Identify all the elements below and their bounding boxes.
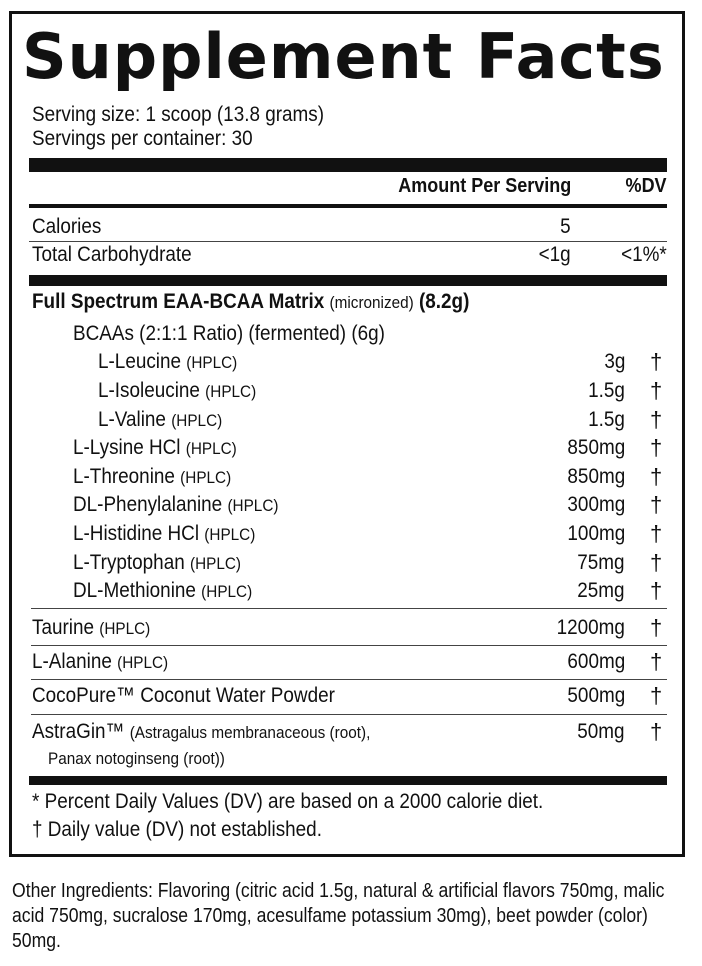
ingredient-method: (HPLC) <box>204 525 256 544</box>
dagger-mark: † <box>650 521 663 546</box>
ingredient-name <box>32 649 168 676</box>
dagger-mark: † <box>650 492 663 517</box>
ingredient-name <box>32 615 150 642</box>
footnote-percent-dv: * Percent Daily Values (DV) are based on a 2000 calorie diet. <box>32 790 544 813</box>
matrix-name: Full Spectrum EAA-BCAA Matrix <box>32 290 325 313</box>
dagger-mark: † <box>650 464 663 489</box>
thick-divider-top <box>29 158 667 172</box>
row-divider <box>31 645 667 646</box>
dagger-mark: † <box>650 578 663 603</box>
ingredient-label: L-Alanine <box>32 650 112 673</box>
matrix-heading <box>32 289 469 316</box>
carbohydrate-dv: <1%* <box>621 243 667 266</box>
dagger-mark: † <box>650 378 663 403</box>
matrix-amount: (8.2g) <box>418 290 470 313</box>
ingredient-name <box>32 719 370 746</box>
ingredient-amount: 600mg <box>567 650 625 673</box>
row-divider <box>31 608 667 609</box>
row-divider <box>31 679 667 680</box>
row-divider <box>31 714 667 715</box>
ingredient-label: L-Lysine HCl <box>73 436 181 459</box>
ingredient-amount: 3g <box>603 350 625 373</box>
ingredient-method: (HPLC) <box>117 653 169 672</box>
ingredient-label: AstraGin™ <box>32 720 125 743</box>
calories-label: Calories <box>32 215 102 238</box>
ingredient-name <box>73 550 241 577</box>
ingredient-name <box>98 349 237 376</box>
ingredient-amount: 1200mg <box>556 616 625 639</box>
dagger-mark: † <box>650 550 663 575</box>
ingredient-amount: 850mg <box>567 436 625 459</box>
dagger-mark: † <box>650 349 663 374</box>
ingredient-method: (HPLC) <box>186 353 238 372</box>
ingredient-method: (HPLC) <box>171 411 223 430</box>
bcaa-line: BCAAs (2:1:1 Ratio) (fermented) (6g) <box>73 322 385 345</box>
ingredient-method: (HPLC) <box>227 496 279 515</box>
ingredient-amount: 25mg <box>577 579 625 602</box>
dv-header: %DV <box>625 175 667 197</box>
label-title: Supplement Facts <box>22 20 665 93</box>
medium-divider <box>29 204 667 208</box>
ingredient-label: Taurine <box>32 616 95 639</box>
dagger-mark: † <box>650 683 663 708</box>
ingredient-name <box>73 435 237 462</box>
ingredient-label: DL-Methionine <box>73 579 196 602</box>
ingredient-name <box>73 464 231 491</box>
amount-per-serving-header: Amount Per Serving <box>397 175 571 197</box>
serving-size: Serving size: 1 scoop (13.8 grams) <box>32 103 325 126</box>
ingredient-name: CocoPure™ Coconut Water Powder <box>32 684 335 707</box>
other-ingredients: Other Ingredients: Flavoring (citric acid 1.5g, natural & artificial flavors 750mg, malic acid 750mg, sucralose 170mg, acesulfame potassium 30mg), beet powder (color) 50mg. <box>12 880 665 952</box>
ingredient-name <box>73 578 252 605</box>
ingredient-label: L-Leucine <box>98 350 182 373</box>
servings-per-container: Servings per container: 30 <box>32 127 253 150</box>
ingredient-method: (HPLC) <box>99 619 151 638</box>
ingredient-method: (HPLC) <box>201 582 253 601</box>
ingredient-label: L-Tryptophan <box>73 551 185 574</box>
dagger-mark: † <box>650 719 663 744</box>
ingredient-name <box>73 492 278 519</box>
dagger-mark: † <box>650 649 663 674</box>
ingredient-method: (HPLC) <box>180 468 232 487</box>
carbohydrate-label: Total Carbohydrate <box>32 243 192 266</box>
footnote-dagger: † Daily value (DV) not established. <box>32 818 322 841</box>
ingredient-label: L-Isoleucine <box>98 379 200 402</box>
ingredient-method: (Astragalus membranaceous (root), <box>129 723 371 742</box>
thick-divider-bottom <box>29 776 667 785</box>
thick-divider-middle <box>29 275 667 286</box>
carbohydrate-amount: <1g <box>538 243 571 266</box>
ingredient-method: (HPLC) <box>185 439 237 458</box>
ingredient-amount: 500mg <box>567 684 625 707</box>
ingredient-name <box>73 521 255 548</box>
ingredient-amount: 1.5g <box>588 379 625 402</box>
calories-amount: 5 <box>560 215 571 238</box>
ingredient-amount: 850mg <box>567 465 625 488</box>
ingredient-method: (HPLC) <box>189 554 241 573</box>
dagger-mark: † <box>650 435 663 460</box>
dagger-mark: † <box>650 615 663 640</box>
ingredient-amount: 100mg <box>567 522 625 545</box>
ingredient-name <box>98 378 256 405</box>
ingredient-method-continued: Panax notoginseng (root)) <box>48 749 225 768</box>
ingredient-amount: 75mg <box>577 551 625 574</box>
matrix-note: (micronized) <box>329 293 414 312</box>
ingredient-method: (HPLC) <box>205 382 257 401</box>
ingredient-amount: 300mg <box>567 493 625 516</box>
ingredient-label: L-Threonine <box>73 465 175 488</box>
ingredient-amount: 50mg <box>577 720 625 743</box>
ingredient-label: DL-Phenylalanine <box>73 493 223 516</box>
dagger-mark: † <box>650 407 663 432</box>
ingredient-label: L-Histidine HCl <box>73 522 200 545</box>
ingredient-name <box>98 407 222 434</box>
ingredient-amount: 1.5g <box>588 408 625 431</box>
ingredient-label: L-Valine <box>98 408 166 431</box>
